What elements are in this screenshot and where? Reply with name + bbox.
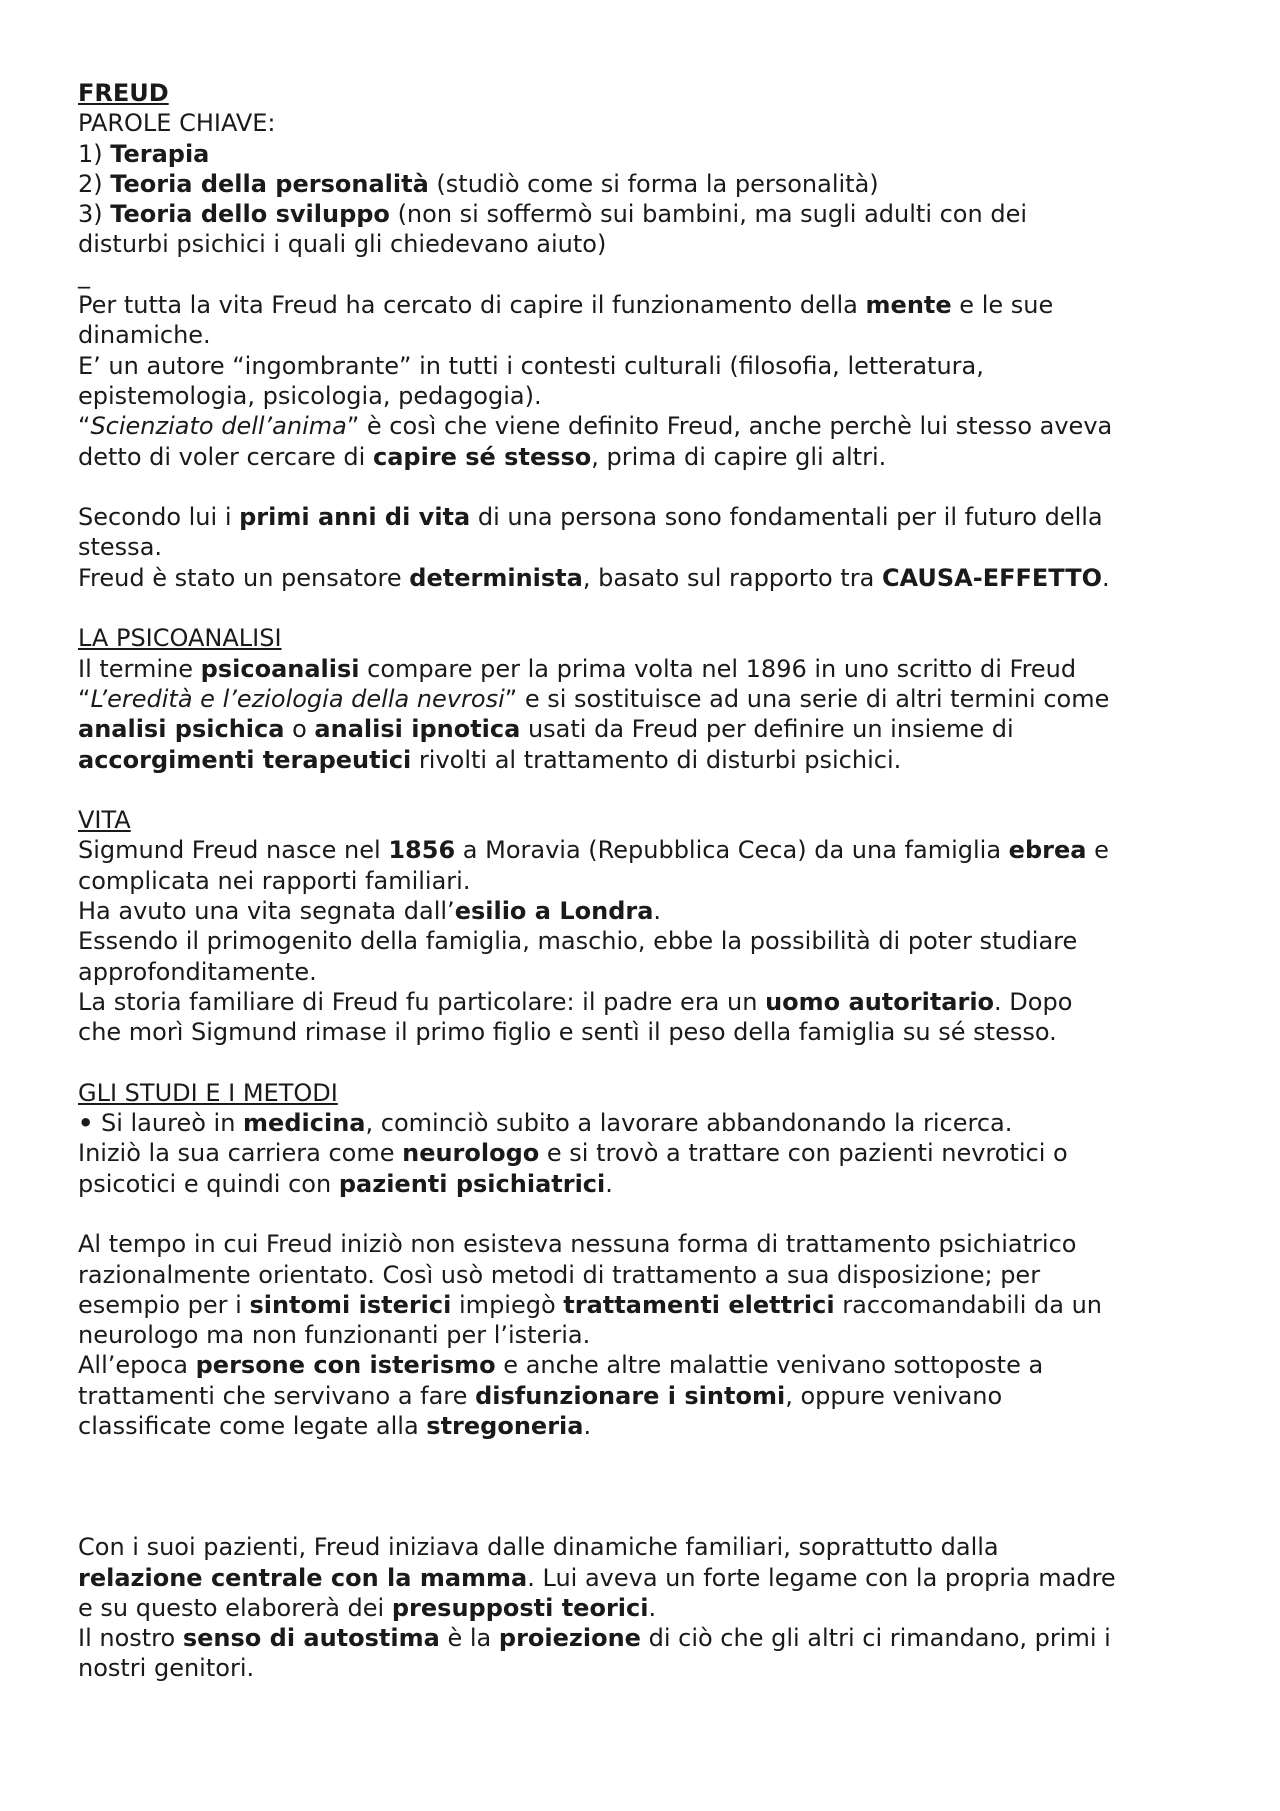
text: 3) <box>78 200 103 229</box>
intro-line <box>78 411 1218 441</box>
text: o <box>292 715 307 744</box>
section-heading-vita <box>78 805 1218 835</box>
text: GLI STUDI E I METODI <box>78 1078 338 1107</box>
text: Si laureò in <box>100 1109 236 1138</box>
text: detto di voler cercare di <box>78 442 366 471</box>
text: Ha avuto una vita segnata dall’ <box>78 897 455 926</box>
text: (non si soffermò sui bambini, ma sugli adulti con dei <box>397 200 1027 229</box>
document-page <box>78 78 1218 1684</box>
vita-line <box>78 835 1218 865</box>
keyword-item-3-continued: disturbi psichici i quali gli chiedevano aiuto) <box>78 230 607 259</box>
text: Il termine <box>78 654 194 683</box>
studi-line <box>78 1411 1218 1441</box>
text: a Moravia (Repubblica Ceca) da una famiglia <box>462 836 1002 865</box>
text: classificate come legate alla <box>78 1412 419 1441</box>
studi-line <box>78 1350 1218 1380</box>
text: di ciò che gli altri ci rimandano, primi i <box>648 1624 1111 1653</box>
text: Freud è stato un pensatore <box>78 563 402 592</box>
bold-text: mente <box>865 291 952 320</box>
vita-line: che morì Sigmund rimase il primo figlio e sentì il peso della famiglia su sé stesso. <box>78 1018 1057 1047</box>
studi-line: razionalmente orientato. Così usò metodi di trattamento a sua disposizione; per <box>78 1260 1041 1289</box>
text: La storia familiare di Freud fu particolare: il padre era un <box>78 987 758 1016</box>
bold-text: Terapia <box>110 139 210 168</box>
bold-text: proiezione <box>498 1624 641 1653</box>
bold-text: CAUSA-EFFETTO <box>881 563 1102 592</box>
text: “ <box>78 684 91 713</box>
blank-line <box>78 1199 1218 1229</box>
section-heading-psicoanalisi <box>78 623 1218 653</box>
bold-text: capire sé stesso <box>372 442 592 471</box>
text: trattamenti che servivano a fare <box>78 1381 468 1410</box>
text: All’epoca <box>78 1351 188 1380</box>
blank-line <box>78 593 1218 623</box>
bold-text: senso di autostima <box>182 1624 440 1653</box>
text: 2) <box>78 169 103 198</box>
bold-text: uomo autoritario <box>765 987 995 1016</box>
text: . Lui aveva un forte legame con la propria madre <box>527 1563 1116 1592</box>
intro-line <box>78 502 1218 532</box>
bold-text: relazione centrale con la mamma <box>78 1563 528 1592</box>
keyword-item-2 <box>78 169 1218 199</box>
psicoanalisi-line <box>78 714 1218 744</box>
text: LA PSICOANALISI <box>78 624 282 653</box>
studi-line <box>78 1290 1218 1320</box>
text: e <box>1094 836 1109 865</box>
text: e su questo elaborerà dei <box>78 1593 385 1622</box>
text: e anche altre malattie venivano sottoposte a <box>503 1351 1044 1380</box>
text: ” e si sostituisce ad una serie di altri termini come <box>504 684 1110 713</box>
bold-text: stregoneria <box>426 1412 584 1441</box>
vita-line <box>78 896 1218 926</box>
bold-text: analisi psichica <box>78 715 285 744</box>
text: . <box>648 1593 657 1622</box>
vita-line <box>78 987 1218 1017</box>
bold-text: psicoanalisi <box>200 654 360 683</box>
psicoanalisi-line <box>78 745 1218 775</box>
text: ” è così che viene definito Freud, anche perchè lui stesso aveva <box>346 412 1113 441</box>
bullet-icon: • <box>78 1109 94 1138</box>
bold-text: neurologo <box>402 1139 540 1168</box>
pazienti-line: Con i suoi pazienti, Freud iniziava dalle dinamiche familiari, soprattutto dalla <box>78 1533 999 1562</box>
bold-text: determinista <box>409 563 583 592</box>
bold-text: disfunzionare i sintomi <box>475 1381 786 1410</box>
vita-line: Essendo il primogenito della famiglia, maschio, ebbe la possibilità di poter studiare <box>78 927 1078 956</box>
text: è la <box>447 1624 492 1653</box>
text: impiegò <box>459 1290 556 1319</box>
text: e le sue <box>959 291 1054 320</box>
studi-line: Al tempo in cui Freud iniziò non esisteva nessuna forma di trattamento psichiatrico <box>78 1230 1077 1259</box>
bold-text: sintomi isterici <box>249 1290 452 1319</box>
keyword-item-3 <box>78 199 1218 229</box>
bold-text: ebrea <box>1008 836 1087 865</box>
pazienti-line <box>78 1623 1218 1653</box>
text: , cominciò subito a lavorare abbandonando la ricerca. <box>365 1109 1013 1138</box>
text: raccomandabili da un <box>842 1290 1102 1319</box>
text: . <box>583 1412 592 1441</box>
psicoanalisi-line <box>78 654 1218 684</box>
blank-line <box>78 1048 1218 1078</box>
pazienti-line: nostri genitori. <box>78 1654 255 1683</box>
blank-line <box>78 1472 1218 1502</box>
intro-line: E’ un autore “ingombrante” in tutti i contesti culturali (filosofia, letteratura, <box>78 351 984 380</box>
bold-text: Teoria dello sviluppo <box>110 200 390 229</box>
pazienti-line <box>78 1593 1218 1623</box>
intro-line: epistemologia, psicologia, pedagogia). <box>78 381 542 410</box>
text: e si trovò a trattare con pazienti nevrotici o <box>546 1139 1068 1168</box>
text: Per tutta la vita Freud ha cercato di capire il funzionamento della <box>78 291 858 320</box>
text: esempio per i <box>78 1290 242 1319</box>
blank-line <box>78 1441 1218 1471</box>
vita-line: complicata nei rapporti familiari. <box>78 866 471 895</box>
bold-text: accorgimenti terapeutici <box>78 745 412 774</box>
text: , prima di capire gli altri. <box>591 442 887 471</box>
bold-text: 1856 <box>388 836 456 865</box>
text: Il nostro <box>78 1624 176 1653</box>
pazienti-line <box>78 1563 1218 1593</box>
bold-text: esilio a Londra <box>454 897 654 926</box>
psicoanalisi-line <box>78 684 1218 714</box>
studi-line <box>78 1108 1218 1138</box>
text: compare per la prima volta nel 1896 in uno scritto di Freud <box>367 654 1077 683</box>
section-heading-studi <box>78 1078 1218 1108</box>
text: . <box>1101 563 1110 592</box>
bold-text: pazienti psichiatrici <box>338 1169 606 1198</box>
text: , oppure venivano <box>785 1381 1003 1410</box>
intro-line: dinamiche. <box>78 321 211 350</box>
bold-text: trattamenti elettrici <box>563 1290 835 1319</box>
studi-line <box>78 1138 1218 1168</box>
text: psicotici e quindi con <box>78 1169 332 1198</box>
vita-line: approfonditamente. <box>78 957 317 986</box>
text: (studiò come si forma la personalità) <box>436 169 879 198</box>
text: Secondo lui i <box>78 503 232 532</box>
keyword-item-1 <box>78 139 1218 169</box>
text: di una persona sono fondamentali per il futuro della <box>477 503 1103 532</box>
bold-text: persone con isterismo <box>195 1351 496 1380</box>
italic-text: L’eredità e l’eziologia della nevrosi <box>90 684 505 713</box>
studi-line <box>78 1169 1218 1199</box>
studi-line: neurologo ma non funzionanti per l’isteria. <box>78 1321 591 1350</box>
text: . Dopo <box>994 987 1073 1016</box>
document-title: FREUD <box>78 79 169 107</box>
blank-line <box>78 1502 1218 1532</box>
text: rivolti al trattamento di disturbi psichici. <box>418 745 902 774</box>
intro-line <box>78 290 1218 320</box>
text: , basato sul rapporto tra <box>582 563 875 592</box>
italic-text: Scienziato dell’anima <box>90 412 347 441</box>
text: Iniziò la sua carriera come <box>78 1139 395 1168</box>
blank-line <box>78 775 1218 805</box>
text: . <box>605 1169 613 1198</box>
bold-text: primi anni di vita <box>239 503 471 532</box>
intro-line <box>78 442 1218 472</box>
studi-line <box>78 1381 1218 1411</box>
blank-line <box>78 472 1218 502</box>
bold-text: medicina <box>243 1109 366 1138</box>
separator: _ <box>78 260 90 289</box>
intro-line <box>78 563 1218 593</box>
document-title-line <box>78 78 1218 108</box>
text: “ <box>78 412 91 441</box>
text: Sigmund Freud nasce nel <box>78 836 381 865</box>
text: VITA <box>78 806 131 835</box>
bold-text: presupposti teorici <box>391 1593 649 1622</box>
bold-text: analisi ipnotica <box>314 715 521 744</box>
intro-line: stessa. <box>78 533 163 562</box>
keywords-heading: PAROLE CHIAVE: <box>78 109 276 138</box>
text: usati da Freud per definire un insieme di <box>527 715 1014 744</box>
bold-text: Teoria della personalità <box>110 169 429 198</box>
text: 1) <box>78 139 103 168</box>
text: . <box>653 897 662 926</box>
